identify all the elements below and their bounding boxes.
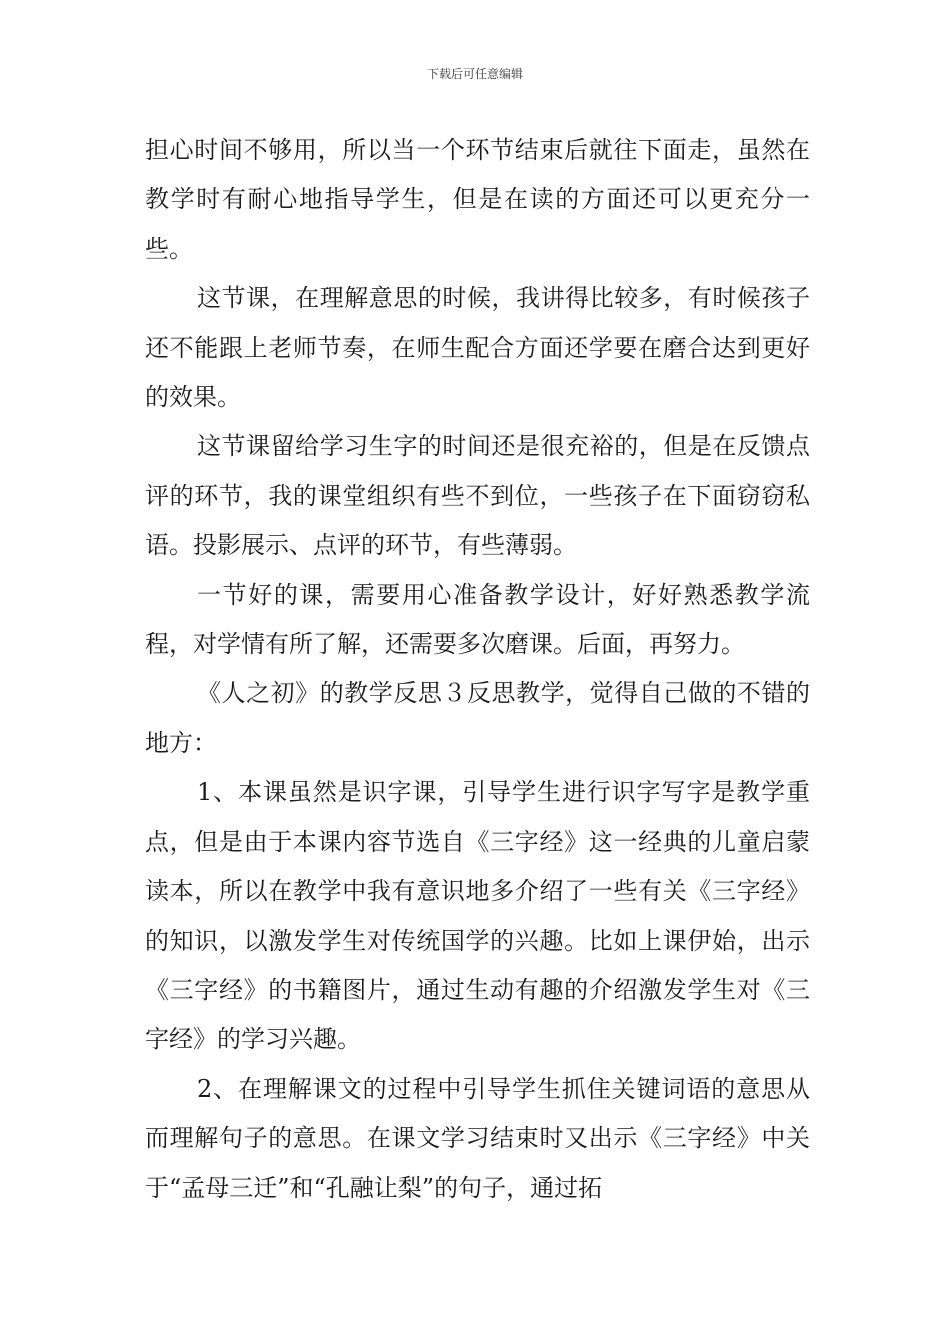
- paragraph-reflection-heading: 《人之初》的教学反思３反思教学，觉得自己做的不错的地方：: [145, 679, 810, 757]
- document-body: [145, 126, 810, 1213]
- paragraph-understanding: 这节课，在理解意思的时候，我讲得比较多，有时候孩子还不能跟上老师节奏，在师生配合方面还学要在磨合达到更好的效果。: [145, 284, 810, 412]
- page-header-note: 下载后可任意编辑: [426, 67, 523, 81]
- paragraph-good-lesson: 一节好的课，需要用心准备教学设计，好好熟悉教学流程，对学情有所了解，还需要多次磨课。后面，再努力。: [145, 580, 810, 659]
- paragraph-feedback: 这节课留给学习生字的时间还是很充裕的，但是在反馈点评的环节，我的课堂组织有些不到位，一些孩子在下面窃窃私语。投影展示、点评的环节，有些薄弱。: [145, 432, 810, 560]
- paragraph-point-1: 1、本课虽然是识字课，引导学生进行识字写字是教学重点，但是由于本课内容节选自《三字经》这一经典的儿童启蒙读本，所以在教学中我有意识地多介绍了一些有关《三字经》的知识，以激发学生对传统国学的兴趣。比如上课伊始，出示《三字经》的书籍图片，通过生动有趣的介绍激发学生对《三字经》的学习兴趣。: [145, 778, 810, 1054]
- paragraph-continuation: 担心时间不够用，所以当一个环节结束后就往下面走，虽然在教学时有耐心地指导学生，但是在读的方面还可以更充分一些。: [145, 136, 810, 263]
- paragraph-point-2: 2、在理解课文的过程中引导学生抓住关键词语的意思从而理解句子的意思。在课文学习结束时又出示《三字经》中关于“孟母三迁”和“孔融让梨”的句子，通过拓: [145, 1074, 810, 1202]
